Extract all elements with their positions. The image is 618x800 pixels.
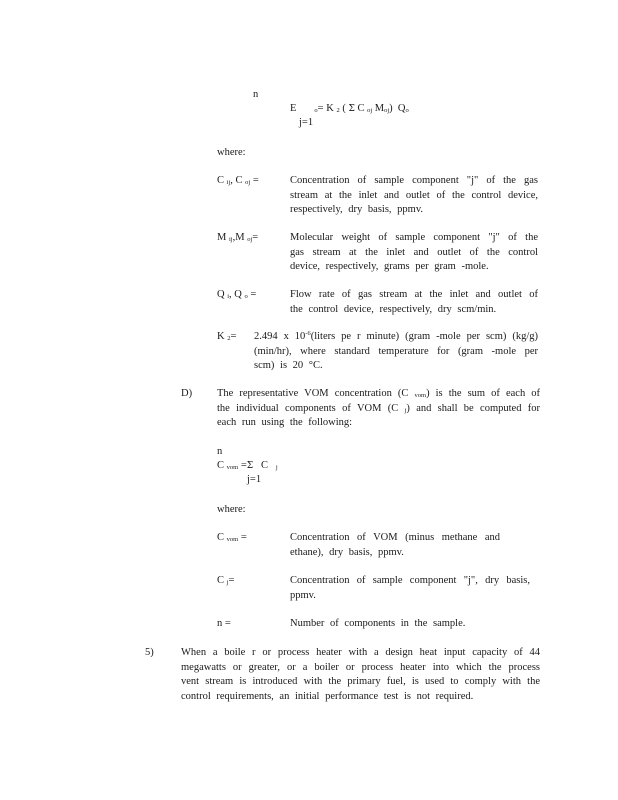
definition-text: Concentration of sample component "j", dry basis, ppmv.	[290, 575, 530, 601]
item-label: D)	[181, 388, 193, 399]
definition-text: 2.494 x $10^{-6}(liters$ pe r minute) (gram -mole per scm) (kg/g) (min/hr), where standard temperature for (gram -mole per scm) is 20 °C.	[254, 330, 538, 371]
sigma-symbol: Σ	[246, 461, 254, 471]
definition-text: Number of components in the sample.	[290, 618, 466, 629]
summation-index: j=1	[247, 474, 262, 485]
term: Q $_i$, Q $_o$ =	[217, 289, 257, 300]
definition-text: Concentration of sample component "j" of the gas stream at the inlet and outlet of the control device, respectively, dry basis, ppmv.	[290, 175, 538, 215]
equation-1-lhs: E $_o$= K $_2$ ( Σ C $_{oj}$ $M_{oj}$) $Q_o$	[290, 103, 409, 114]
term: C $_{ij}$, C $_{oj}$ =	[217, 175, 259, 186]
term: K $_2$=	[217, 331, 237, 342]
summation-upper-limit: n	[253, 89, 259, 100]
sigma-symbol: Σ	[348, 104, 355, 114]
summation-upper-limit: n	[217, 446, 223, 457]
summation-index: j=1	[299, 117, 314, 128]
equation-2-lhs: C $_{vom}$ =Σ C $_j$	[217, 460, 278, 471]
definition-text: Flow rate of gas stream at the inlet and outlet of the control device, respectively, dry scm/min.	[290, 289, 538, 315]
term: M $_{ij}$,M $_{oj}$=	[217, 232, 259, 243]
term: n =	[217, 618, 231, 629]
term: C $_{vom}$ =	[217, 532, 247, 543]
item-text: When a boile r or process heater with a design heat input capacity of 44 megawatts or greater, or a boiler or process heater into which the process vent stream is introduced with the primary fuel, is used to comply with the control requirements, an initial performance test is not required.	[181, 647, 540, 702]
term: C $_j$=	[217, 575, 235, 586]
item-label: 5)	[145, 647, 154, 658]
item-text: The representative VOM concentration (C $_{vom}$) is the sum of each of the individual components of VOM (C $_j$) and shall be computed for each run using the following:	[217, 388, 541, 428]
definition-text: Concentration of VOM (minus methane and ethane), dry basis, ppmv.	[290, 532, 500, 558]
definition-text: Molecular weight of sample component "j" of the gas stream at the inlet and outlet of the control device, respectively, grams per gram -mole.	[290, 232, 538, 272]
where-label-2: where:	[217, 504, 246, 515]
where-label-1: where:	[217, 147, 246, 158]
